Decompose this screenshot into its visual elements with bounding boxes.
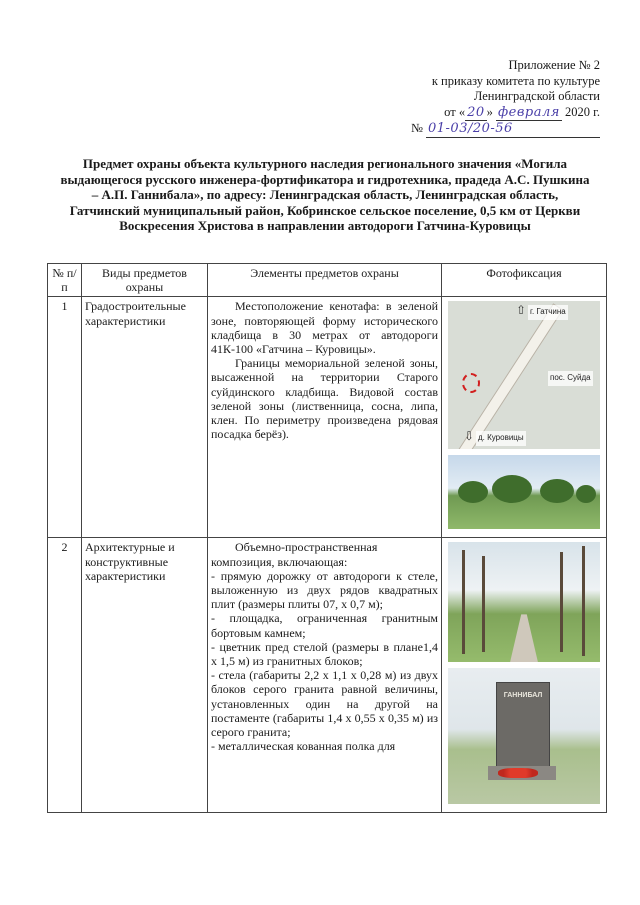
composition-item: - прямую дорожку от автодороги к стеле, выложенную из двух рядов квадратных плит (размеры плиты 07, х 0,7 м); bbox=[211, 568, 438, 612]
site-marker-icon bbox=[462, 373, 480, 393]
row-number: 1 bbox=[48, 297, 82, 538]
map-label-suida: пос. Суйда bbox=[548, 371, 593, 385]
appendix-number: № 01-03/20-56 bbox=[380, 121, 600, 138]
stone-path bbox=[510, 614, 538, 662]
alley-photo bbox=[448, 542, 600, 662]
location-map-image bbox=[448, 301, 600, 449]
flower-wreath bbox=[498, 768, 538, 778]
handwritten-month: февраля bbox=[498, 104, 560, 120]
table-row bbox=[48, 538, 607, 813]
composition-item: - металлическая кованная полка для bbox=[211, 739, 396, 754]
composition-item: - цветник пред стелой (размеры в плане1,4 х 1,5 м) из гранитных блоков; bbox=[211, 639, 438, 669]
tree-trunk bbox=[582, 546, 585, 656]
table-row bbox=[48, 297, 607, 538]
document-title: Предмет охраны объекта культурного наследия регионального значения «Могила выдающегося русского инженера-фортификатора и гидротехника, прадеда А.С. Пушкина – А.П. Ганнибала», по адресу: Ленинградская область, Ленинградская область, Гатчинский муниципальный район, Кобринское сельское поселение, 0,5 км от Церкви Воскресения Христова в направлении автодороги Гатчина-Куровицы bbox=[60, 156, 590, 233]
appendix-region: Ленинградской области bbox=[473, 89, 600, 103]
tree-trunk bbox=[560, 552, 563, 652]
tree bbox=[540, 479, 574, 503]
table-header-row bbox=[48, 264, 607, 297]
handwritten-number: 01-03/20-56 bbox=[426, 121, 600, 138]
tree bbox=[576, 485, 596, 503]
tree-trunk bbox=[462, 550, 465, 654]
appendix-date: от « 20 » февраля 2020 г. bbox=[444, 104, 600, 120]
appendix-header bbox=[380, 58, 600, 138]
tree bbox=[458, 481, 488, 503]
row-number: 2 bbox=[48, 538, 82, 813]
header-type: Виды предметов охраны bbox=[82, 264, 208, 297]
header-photo: Фотофиксация bbox=[442, 264, 607, 297]
stele-photo bbox=[448, 668, 600, 804]
granite-stele bbox=[496, 682, 550, 768]
stele-inscription: ГАННИБАЛ bbox=[503, 692, 543, 700]
row-type: Архитектурные и конструктивные характеристики bbox=[82, 538, 208, 813]
green-zone-photo bbox=[448, 455, 600, 529]
tree bbox=[492, 475, 532, 503]
row-photos bbox=[442, 297, 607, 538]
row-elements bbox=[208, 297, 442, 538]
row-photos bbox=[442, 538, 607, 813]
composition-item: - стела (габариты 2,2 х 1,1 х 0,28 м) из двух блоков серого гранита равной величины, установленных один на другой на постаменте (габариты 1,4 х 0,55 х 0,35 м) из серого гранита; bbox=[211, 668, 438, 740]
location-paragraph: Местоположение кенотафа: в зеленой зоне, повторяющей форму исторического кладбища в 30 метрах от автодороги 41К-100 «Гатчина – Куровицы». bbox=[211, 299, 438, 357]
arrow-down-icon: ⇩ bbox=[464, 429, 475, 444]
composition-item: - площадка, ограниченная гранитным бортовым камнем; bbox=[211, 611, 438, 640]
tree-trunk bbox=[482, 556, 485, 652]
arrow-up-icon: ⇧ bbox=[516, 303, 527, 318]
header-number: № п/п bbox=[48, 264, 82, 297]
row-elements bbox=[208, 538, 442, 813]
handwritten-day: 20 bbox=[467, 104, 485, 120]
header-elements: Элементы предметов охраны bbox=[208, 264, 442, 297]
appendix-title: Приложение № 2 bbox=[508, 58, 600, 72]
protection-table bbox=[47, 263, 607, 813]
row-type: Градостроительные характеристики bbox=[82, 297, 208, 538]
boundaries-paragraph: Границы мемориальной зеленой зоны, высаженной на территории Старого суйдинского кладбища. Видовой состав зеленой зоны (лиственница, сосна, липа, клен. По периметру произведена рядовая посадка берёз). bbox=[211, 356, 438, 442]
map-label-gatchina: г. Гатчина bbox=[528, 305, 568, 319]
map-label-kurovitsy: д. Куровицы bbox=[476, 431, 526, 445]
composition-intro: Объемно-пространственная композиция, включающая: bbox=[211, 540, 378, 569]
appendix-order: к приказу комитета по культуре bbox=[431, 73, 600, 88]
